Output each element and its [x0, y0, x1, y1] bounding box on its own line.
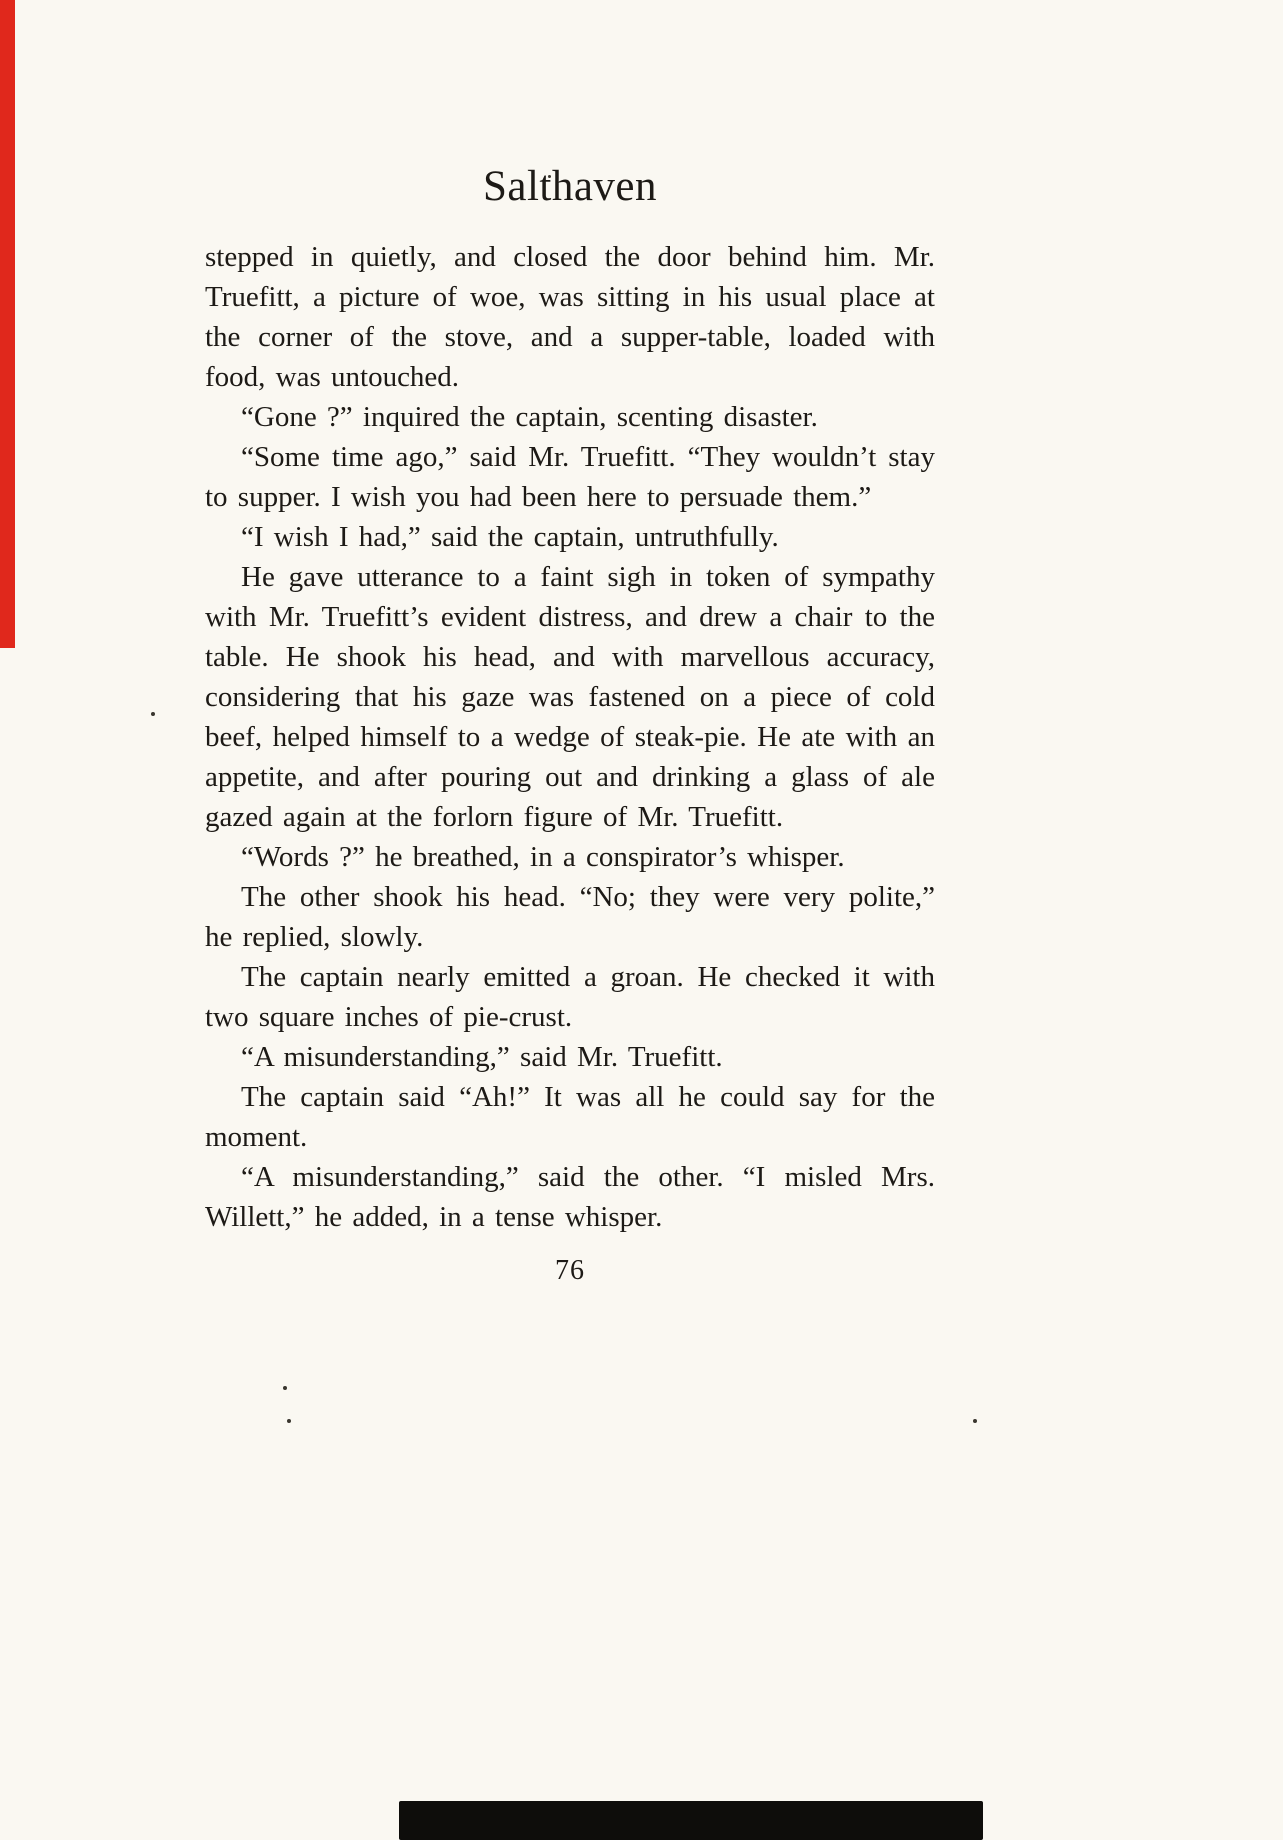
page-number: 76: [555, 1255, 585, 1286]
paragraph: The captain said “Ah!” It was all he could say for the moment.: [205, 1081, 935, 1153]
paragraph: “Some time ago,” said Mr. Truefitt. “They wouldn’t stay to supper. I wish you had been here to persuade them.”: [205, 441, 935, 513]
scan-speck: [973, 1419, 977, 1423]
red-binding-strip: [0, 0, 15, 648]
paragraph: “I wish I had,” said the captain, untruthfully.: [241, 521, 779, 553]
paragraph: He gave utterance to a faint sigh in token of sympathy with Mr. Truefitt’s evident distress, and drew a chair to the table. He shook his head, and with marvellous accuracy, considering that his gaze was fastened on a piece of cold beef, helped himself to a wedge of steak-pie. He ate with an appetite, and after pouring out and drinking a glass of ale gazed again at the forlorn figure of Mr. Truefitt.: [205, 561, 935, 833]
page-title: Salthaven: [482, 163, 658, 210]
paragraph: “A misunderstanding,” said the other. “I misled Mrs. Willett,” he added, in a tense whisper.: [205, 1161, 935, 1233]
paragraph: The other shook his head. “No; they were very polite,” he replied, slowly.: [205, 881, 935, 953]
scan-speck: [283, 1386, 287, 1390]
paragraph: “Words ?” he breathed, in a conspirator’s whisper.: [241, 841, 845, 873]
scan-artifact-bar: [399, 1801, 983, 1840]
page-content: [205, 162, 935, 1287]
scan-speck: [151, 712, 155, 716]
body-text: [205, 237, 935, 1237]
paragraph: “A misunderstanding,” said Mr. Truefitt.: [241, 1041, 723, 1073]
paragraph: The captain nearly emitted a groan. He checked it with two square inches of pie-crust.: [205, 961, 935, 1033]
scan-speck: [287, 1419, 291, 1423]
paragraph: stepped in quietly, and closed the door behind him. Mr. Truefitt, a picture of woe, was sitting in his usual place at the corner of the stove, and a supper-table, loaded with food, was untouched.: [205, 241, 935, 393]
paragraph: “Gone ?” inquired the captain, scenting disaster.: [241, 401, 818, 433]
